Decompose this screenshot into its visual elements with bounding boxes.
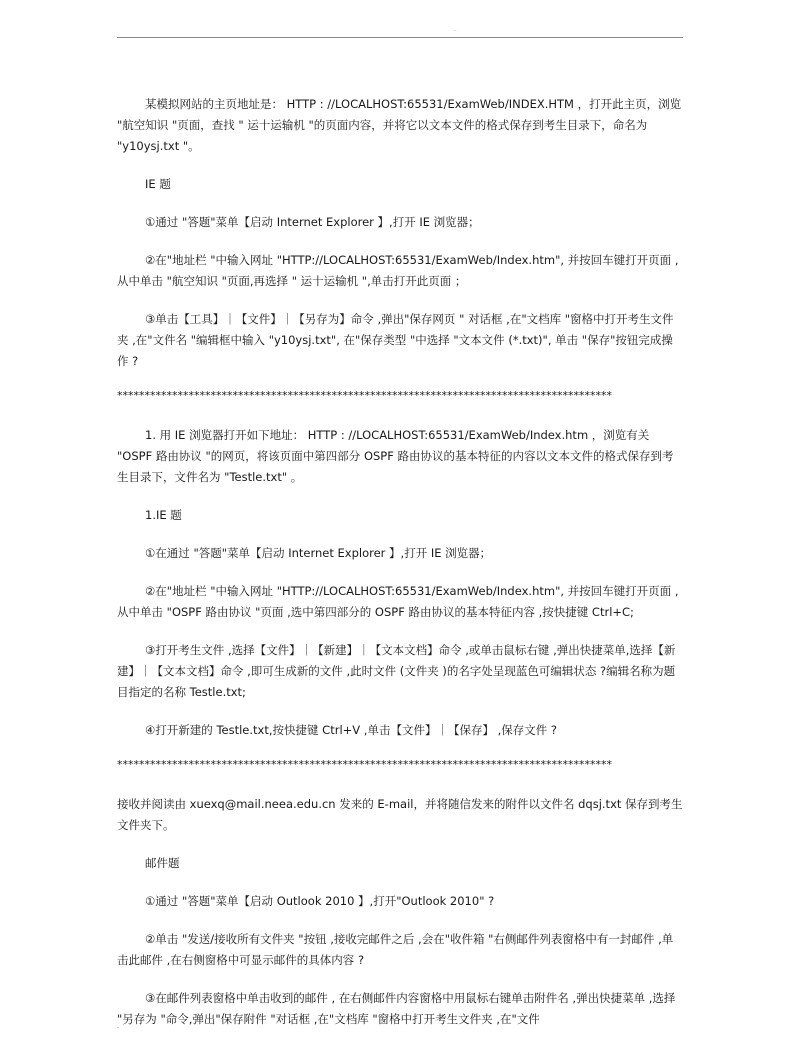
footer-mark: - <box>117 1024 120 1031</box>
header-mark: .. <box>453 26 457 33</box>
paragraph-task-3: 接收并阅读由 xuexq@mail.neea.edu.cn 发来的 E-mail，并将随信发来的附件以文件名 dqsj.txt 保存到考生文件夹下。 <box>117 797 683 832</box>
header-rule <box>117 37 683 38</box>
step-3: ③在邮件列表窗格中单击收到的邮件 , 在右侧邮件内容窗格中用鼠标右键单击附件名 ,弹出快捷菜单 ,选择 "另存为 "命令,弹出"保存附件 "对话框 ,在"文档库 "窗格中打开考生文件夹 ,在"文件 <box>117 991 676 1026</box>
separator-line: ****************************************************************************************** <box>117 758 612 771</box>
paragraph-task-1: 某模拟网站的主页地址是： HTTP : //LOCALHOST:65531/ExamWeb/INDEX.HTM ，打开此主页，浏览 "航空知识 "页面，查找 " 运十运输机 "的页面内容，并将它以文本文件的格式保存到考生目录下，命名为 "y10ysj.txt "。 <box>117 97 682 153</box>
step-1: ①通过 "答题"菜单【启动 Internet Explorer 】,打开 IE 浏览器； <box>145 215 480 229</box>
section-heading-ie-2: 1.IE 题 <box>145 508 182 522</box>
step-3: ③打开考生文件 ,选择【文件】｜【新建】｜【文本文档】命令 ,或单击鼠标右键 ,弹出快捷菜单,选择【新建】｜【文本文档】命令 ,即可生成新的文件 ,此时文件 (文件夹 )的名字处呈现蓝色可编辑状态 ?编辑名称为题目指定的名称 Testle.txt; <box>117 643 676 699</box>
paragraph-task-2: 1. 用 IE 浏览器打开如下地址： HTTP : //LOCALHOST:65531/ExamWeb/Index.htm ，浏览有关 "OSPF 路由协议 "的网页，将该页面中第四部分 OSPF 路由协议的基本特征的内容以文本文件的格式保存到考生目录下，文件名为 "Testle.txt" 。 <box>117 428 674 484</box>
step-3: ③单击【工具】｜【文件】｜【另存为】命令 ,弹出"保存网页 " 对话框 ,在"文档库 "窗格中打开考生文件夹 ,在"文件名 "编辑框中输入 "y10ysj.txt", 在"保存类型 "中选择 "文本文件 (*.txt)", 单击 "保存"按钮完成操作 ? <box>117 312 674 368</box>
section-heading-ie: IE 题 <box>145 177 171 191</box>
step-2: ②在"地址栏 "中输入网址 "HTTP://LOCALHOST:65531/ExamWeb/Index.htm", 并按回车键打开页面 ,从中单击 "航空知识 "页面,再选择 " 运十运输机 ",单击打开此页面 ； <box>117 253 679 288</box>
step-1: ①通过 "答题"菜单【启动 Outlook 2010 】,打开"Outlook 2010" ? <box>145 894 495 908</box>
step-4: ④打开新建的 Testle.txt,按快捷键 Ctrl+V ,单击【文件】｜【保存】 ,保存文件 ? <box>145 723 558 737</box>
step-2: ②单击 "发送/接收所有文件夹 "按钮 ,接收完邮件之后 ,会在"收件箱 "右侧邮件列表窗格中有一封邮件 ,单击此邮件 ,在右侧窗格中可显示邮件的具体内容 ? <box>117 932 674 967</box>
separator-line: ****************************************************************************************** <box>117 389 612 402</box>
step-2: ②在"地址栏 "中输入网址 "HTTP://LOCALHOST:65531/ExamWeb/Index.htm", 并按回车键打开页面 ,从中单击 "OSPF 路由协议 "页面 ,选中第四部分的 OSPF 路由协议的基本特征内容 ,按快捷键 Ctrl+C; <box>117 584 679 619</box>
step-1: ①在通过 "答题"菜单【启动 Internet Explorer 】,打开 IE 浏览器； <box>145 546 492 560</box>
document-body <box>117 94 683 1047</box>
section-heading-mail: 邮件题 <box>145 856 180 870</box>
